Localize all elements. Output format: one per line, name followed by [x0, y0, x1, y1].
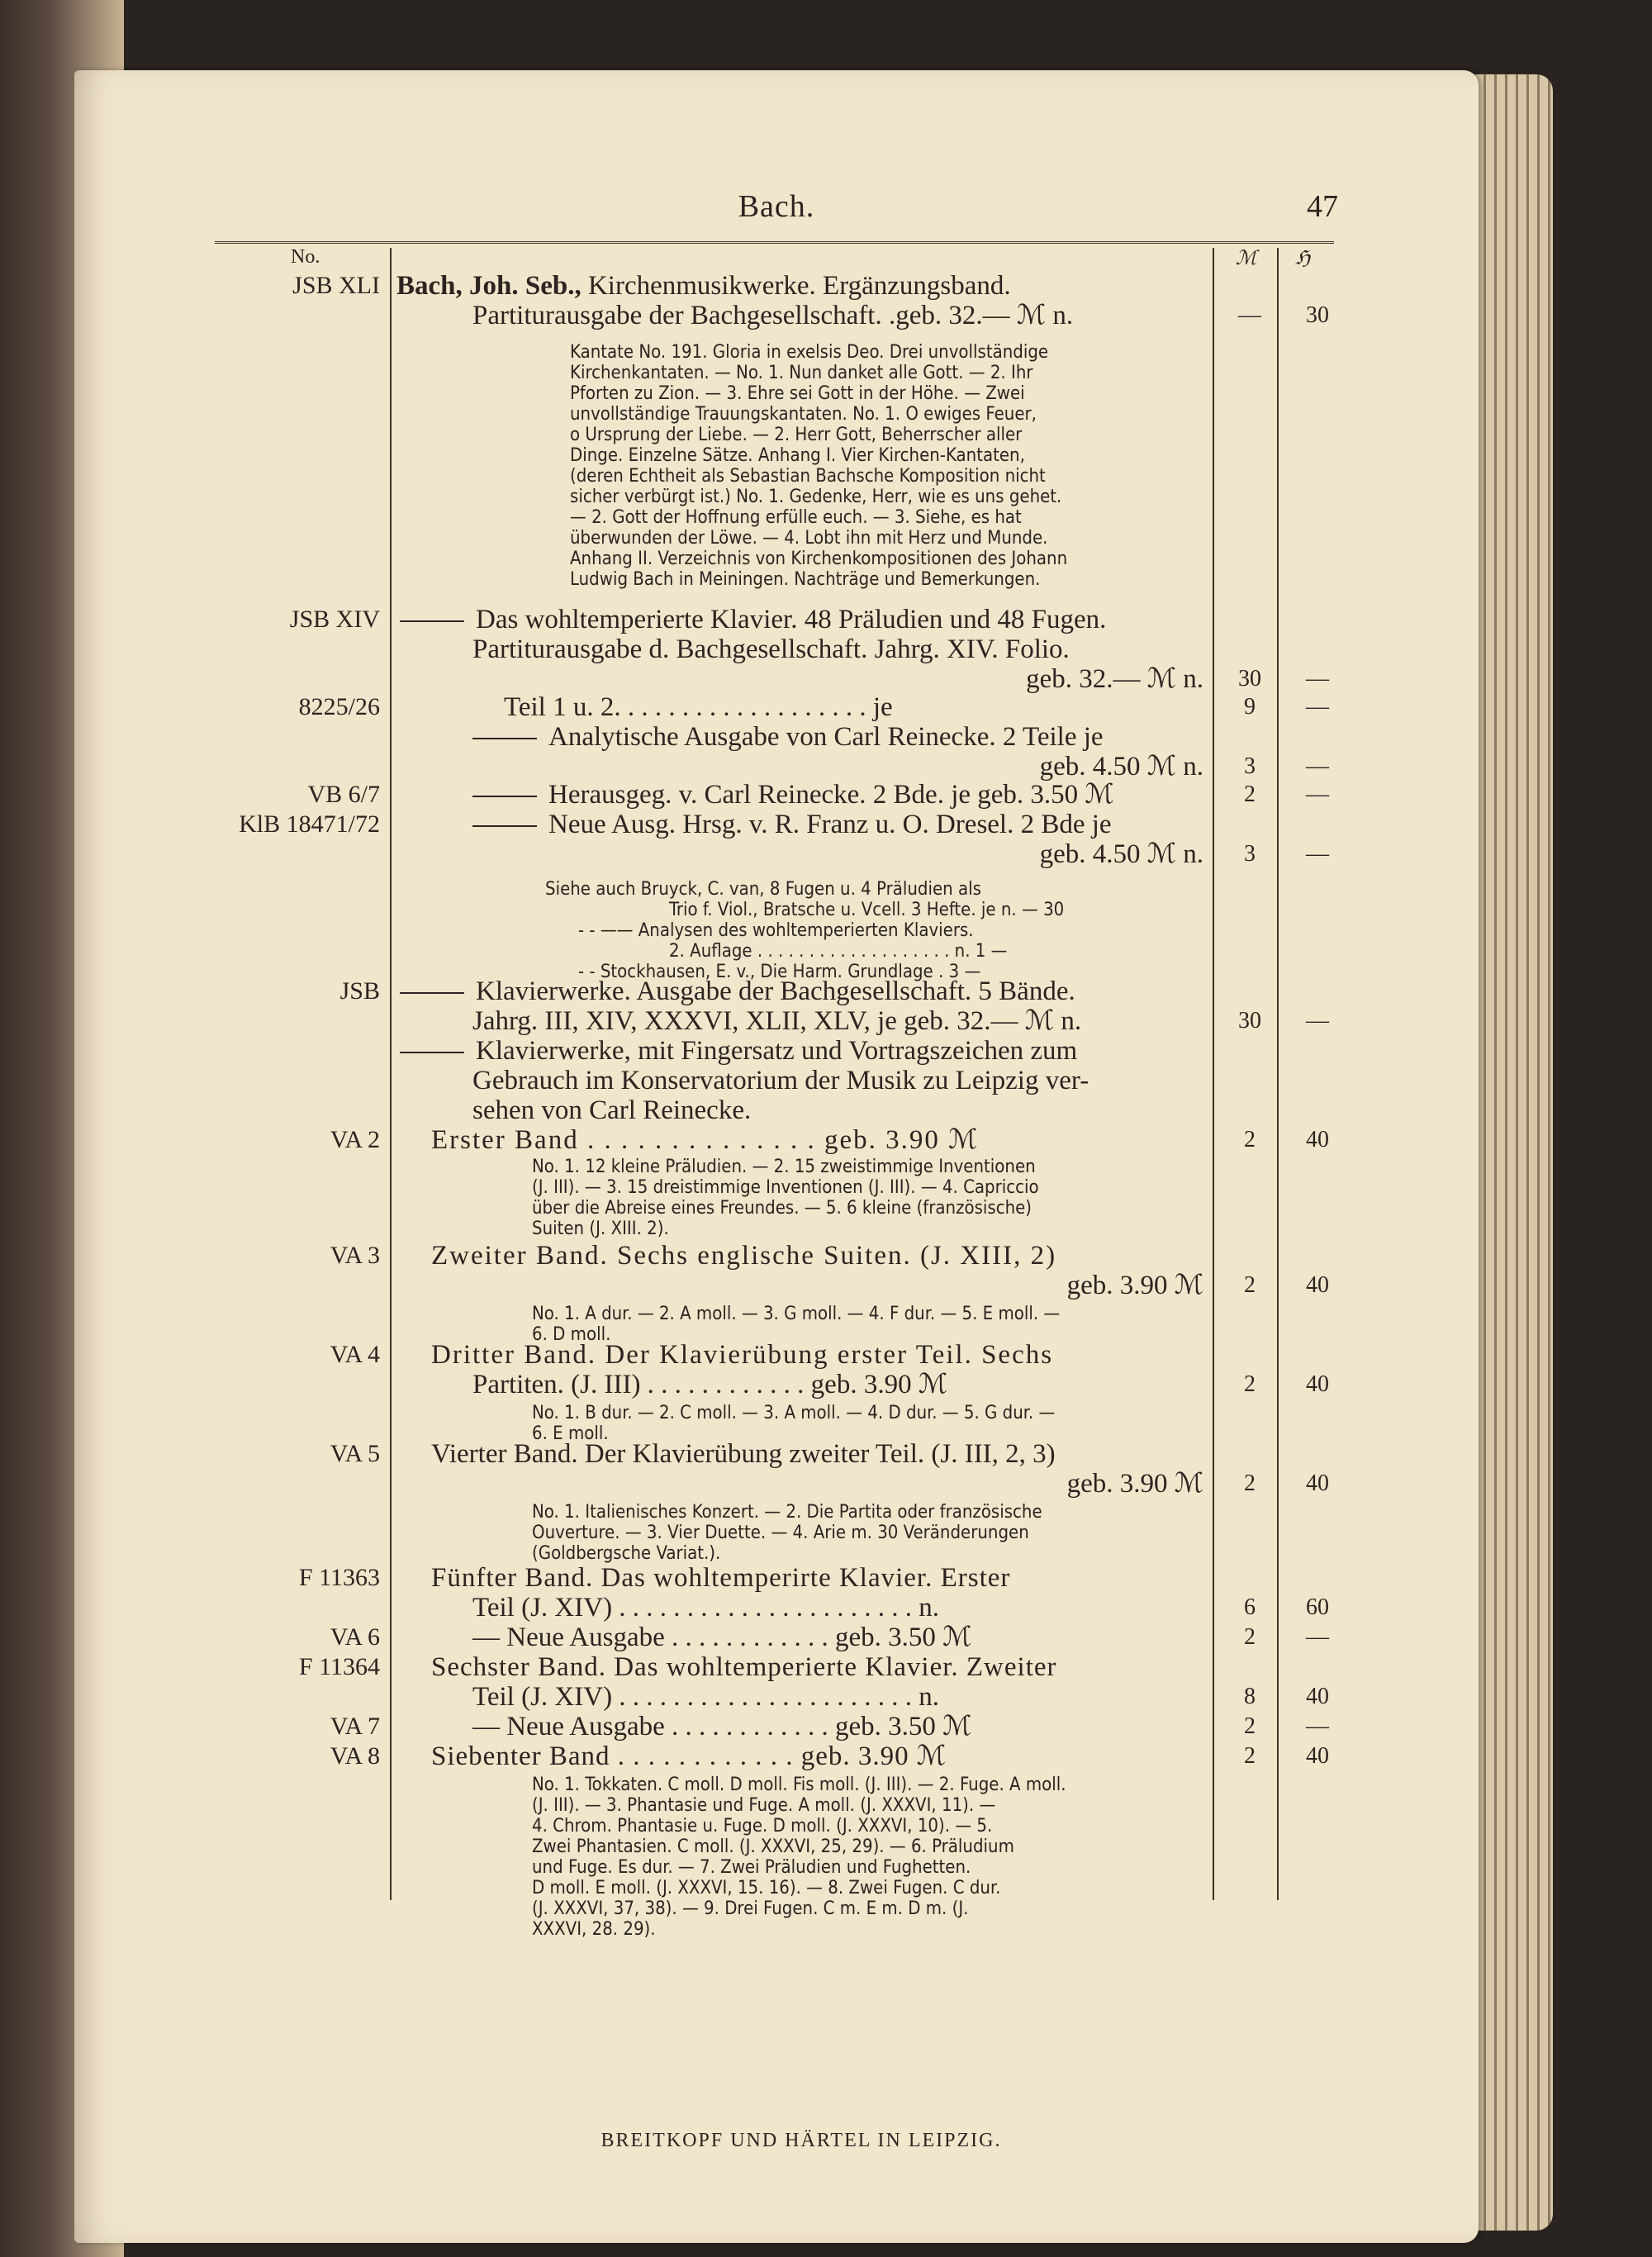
- entry-title-line: [472, 810, 1208, 839]
- entry-title-line: [396, 271, 1206, 301]
- price-pf: 40: [1306, 1743, 1329, 1769]
- note-line: Suiten (J. XIII. 2).: [532, 1219, 669, 1239]
- entry-title: Teil 1 u. 2. . . . . . . . . . . . . . . . . . . je: [504, 692, 893, 722]
- composer-name: Bach, Joh. Seb.,: [396, 271, 582, 301]
- price-pf: 40: [1306, 1684, 1329, 1709]
- entry-title-line: [472, 722, 1208, 752]
- entry-title: Das wohltemperierte Klavier. 48 Präludien und 48 Fugen.: [476, 605, 1107, 634]
- entry-title: Neue Ausg. Hrsg. v. R. Franz u. O. Dresel. 2 Bde je: [548, 810, 1112, 839]
- price-mark: 30: [1238, 1008, 1261, 1033]
- contents-note: [570, 342, 1206, 590]
- contents-note: [532, 1502, 1209, 1564]
- entry-number: VA 5: [330, 1440, 380, 1467]
- entry-number: JSB XIV: [289, 606, 380, 633]
- note-line: D moll. E moll. (J. XXXVI, 15. 16). — 8. Zwei Fugen. C dur.: [532, 1878, 1001, 1898]
- note-line: o Ursprung der Liebe. — 2. Herr Gott, Beherrscher aller: [570, 425, 1023, 445]
- entry-line-2: Gebrauch im Konservatorium der Musik zu Leipzig ver-: [472, 1066, 1089, 1095]
- entry-title: — Neue Ausgabe . . . . . . . . . . . . geb. 3.50 ℳ: [472, 1712, 972, 1741]
- page-header: [215, 188, 1338, 230]
- price-pf: —: [1306, 694, 1329, 720]
- column-header-no: No.: [291, 246, 320, 268]
- entry-line-2: Teil (J. XIV) . . . . . . . . . . . . . . . . . . . . . . n.: [472, 1682, 940, 1712]
- column-rule-mark: [1213, 248, 1214, 1900]
- price-pf: —: [1306, 1713, 1329, 1739]
- entry-number: VA 6: [330, 1623, 380, 1651]
- entry-title: Erster Band . . . . . . . . . . . . . . geb. 3.90 ℳ: [431, 1125, 980, 1155]
- note-line: No. 1. Italienisches Konzert. — 2. Die Partita oder französische: [532, 1502, 1042, 1523]
- price-mark: 2: [1244, 1471, 1256, 1496]
- entry-title-line: [400, 605, 1209, 634]
- note-line: No. 1. A dur. — 2. A moll. — 3. G moll. — 4. F dur. — 5. E moll. —: [532, 1304, 1061, 1324]
- price-pf: —: [1306, 841, 1329, 867]
- entry-line-2: Jahrg. III, XIV, XXXVI, XLII, XLV, je geb. 32.— ℳ n.: [472, 1006, 1082, 1036]
- ditto-dash: [400, 1052, 464, 1053]
- entry-title: Siebenter Band . . . . . . . . . . . . geb. 3.90 ℳ: [431, 1741, 947, 1771]
- note-line: Kantate No. 191. Gloria in exelsis Deo. Drei unvollständige: [570, 342, 1049, 363]
- entry-line-2: Partiten. (J. III) . . . . . . . . . . . . geb. 3.90 ℳ: [472, 1370, 948, 1399]
- running-title: Bach.: [738, 189, 815, 224]
- note-line: No. 1. Tokkaten. C moll. D moll. Fis moll. (J. III). — 2. Fuge. A moll.: [532, 1775, 1066, 1795]
- price-mark: 30: [1238, 666, 1261, 691]
- price-mark: 2: [1244, 1624, 1256, 1650]
- entry-title-line: [400, 976, 1209, 1006]
- note-line: 2. Auflage . . . . . . . . . . . . . . . . . . . n. 1 —: [669, 941, 1008, 962]
- note-line: und Fuge. Es dur. — 7. Zwei Präludien und Fughetten.: [532, 1857, 971, 1878]
- note-line: Trio f. Viol., Bratsche u. Vcell. 3 Hefte. je n. — 30: [669, 900, 1065, 920]
- entry-line-2: Partiturausgabe d. Bachgesellschaft. Jahrg. XIV. Folio.: [472, 634, 1070, 664]
- note-line: (Goldbergsche Variat.).: [532, 1543, 721, 1564]
- entry-title: Zweiter Band. Sechs englische Suiten. (J. XIII, 2): [431, 1241, 1057, 1271]
- note-line: 6. E moll.: [532, 1423, 609, 1444]
- note-line: (deren Echtheit als Sebastian Bachsche Komposition nicht: [570, 466, 1046, 487]
- contents-note: [532, 1775, 1209, 1940]
- publisher-footer: BREITKOPF UND HÄRTEL IN LEIPZIG.: [601, 2130, 1002, 2151]
- entry-title: Vierter Band. Der Klavierübung zweiter Teil. (J. III, 2, 3): [431, 1439, 1056, 1469]
- price-pf: 60: [1306, 1594, 1329, 1620]
- price-mark: 3: [1244, 753, 1256, 779]
- entry-line-3: geb. 32.— ℳ n.: [1026, 664, 1203, 694]
- column-header-pf: ℌ: [1295, 248, 1311, 269]
- ditto-dash: [400, 992, 464, 994]
- note-line: Dinge. Einzelne Sätze. Anhang I. Vier Kirchen-Kantaten,: [570, 445, 1025, 466]
- price-pf: —: [1306, 753, 1329, 779]
- entry-title-line: [400, 1036, 1209, 1066]
- note-line: Ludwig Bach in Meiningen. Nachträge und Bemerkungen.: [570, 569, 1041, 590]
- header-rule: [215, 241, 1334, 244]
- entry-number: JSB XLI: [292, 272, 380, 299]
- note-line: (J. III). — 3. 15 dreistimmige Inventionen (J. III). — 4. Capriccio: [532, 1177, 1039, 1198]
- entry-number: VA 2: [330, 1126, 380, 1153]
- entry-title: Klavierwerke, mit Fingersatz und Vortragszeichen zum: [476, 1036, 1078, 1066]
- contents-note: [532, 1403, 1209, 1444]
- entry-title: Klavierwerke. Ausgabe der Bachgesellschaft. 5 Bände.: [476, 976, 1075, 1006]
- price-pf: 40: [1306, 1127, 1329, 1152]
- price-pf: 40: [1306, 1471, 1329, 1496]
- column-rule-number: [390, 248, 392, 1900]
- note-line: Ouverture. — 3. Vier Duette. — 4. Arie m. 30 Veränderungen: [532, 1523, 1029, 1543]
- entry-number: F 11364: [298, 1653, 380, 1680]
- price-mark: 2: [1244, 1371, 1256, 1397]
- note-line: No. 1. 12 kleine Präludien. — 2. 15 zweistimmige Inventionen: [532, 1157, 1036, 1177]
- entry-line-2: Teil (J. XIV) . . . . . . . . . . . . . . . . . . . . . . n.: [472, 1593, 940, 1623]
- column-rule-pf: [1277, 248, 1279, 1900]
- column-header-mark: ℳ: [1236, 248, 1257, 269]
- price-pf: —: [1306, 666, 1329, 691]
- note-line: XXXVI, 28. 29).: [532, 1919, 656, 1940]
- price-pf: 30: [1306, 302, 1329, 328]
- cross-reference-note: [545, 879, 1206, 982]
- note-line: sicher verbürgt ist.) No. 1. Gedenke, Herr, wie es uns gehet.: [570, 487, 1062, 507]
- entry-number: VB 6/7: [307, 781, 380, 808]
- page-number: 47: [1307, 189, 1338, 224]
- contents-note: [532, 1304, 1209, 1345]
- note-line: - - —— Analysen des wohltemperierten Klaviers.: [578, 920, 974, 941]
- entry-title: Analytische Ausgabe von Carl Reinecke. 2 Teile je: [548, 722, 1104, 752]
- note-line: überwunden der Löwe. — 4. Lobt ihn mit Herz und Munde.: [570, 528, 1048, 549]
- price-pf: —: [1306, 1624, 1329, 1650]
- entry-line-2: geb. 3.90 ℳ: [1066, 1271, 1203, 1300]
- entry-title: Herausgeg. v. Carl Reinecke. 2 Bde. je geb. 3.50 ℳ: [548, 780, 1114, 810]
- entry-line-2: Partiturausgabe der Bachgesellschaft. .geb. 32.— ℳ n.: [472, 301, 1074, 330]
- price-mark: 2: [1244, 782, 1256, 807]
- price-pf: —: [1306, 1008, 1329, 1033]
- entry-line-2: geb. 4.50 ℳ n.: [1039, 839, 1203, 869]
- entry-number: 8225/26: [298, 693, 380, 720]
- ditto-dash: [472, 825, 537, 827]
- price-mark: —: [1238, 302, 1261, 328]
- ditto-dash: [472, 738, 537, 739]
- price-mark: 6: [1244, 1594, 1256, 1620]
- note-line: (J. III). — 3. Phantasie und Fuge. A moll. (J. XXXVI, 11). —: [532, 1795, 996, 1816]
- entry-title: Kirchenmusikwerke. Ergänzungsband.: [581, 271, 1011, 301]
- entry-title: Sechster Band. Das wohltemperierte Klavier. Zweiter: [431, 1652, 1057, 1682]
- contents-note: [532, 1157, 1209, 1239]
- note-line: (J. XXXVI, 37, 38). — 9. Drei Fugen. C m. E m. D m. (J.: [532, 1898, 969, 1919]
- note-line: Zwei Phantasien. C moll. (J. XXXVI, 25, 29). — 6. Präludium: [532, 1836, 1014, 1857]
- entry-title: — Neue Ausgabe . . . . . . . . . . . . geb. 3.50 ℳ: [472, 1623, 972, 1652]
- price-mark: 3: [1244, 841, 1256, 867]
- entry-number: JSB: [339, 977, 380, 1005]
- entry-number: F 11363: [298, 1564, 380, 1591]
- note-line: 4. Chrom. Phantasie u. Fuge. D moll. (J. XXXVI, 10). — 5.: [532, 1816, 993, 1836]
- entry-number: VA 8: [330, 1742, 380, 1770]
- note-line: Pforten zu Zion. — 3. Ehre sei Gott in der Höhe. — Zwei: [570, 383, 1025, 404]
- price-pf: 40: [1306, 1272, 1329, 1298]
- price-mark: 2: [1244, 1713, 1256, 1739]
- note-line: Siehe auch Bruyck, C. van, 8 Fugen u. 4 Präludien als: [545, 879, 981, 900]
- entry-number: VA 7: [330, 1713, 380, 1740]
- price-mark: 2: [1244, 1272, 1256, 1298]
- price-mark: 8: [1244, 1684, 1256, 1709]
- price-mark: 2: [1244, 1743, 1256, 1769]
- note-line: Kirchenkantaten. — No. 1. Nun danket alle Gott. — 2. Ihr: [570, 363, 1033, 383]
- note-line: — 2. Gott der Hoffnung erfülle euch. — 3. Siehe, es hat: [570, 507, 1022, 528]
- entry-line-2: geb. 3.90 ℳ: [1066, 1469, 1203, 1499]
- note-line: unvollständige Trauungskantaten. No. 1. O ewiges Feuer,: [570, 404, 1037, 425]
- entry-line-2: geb. 4.50 ℳ n.: [1039, 752, 1203, 782]
- entry-number: VA 3: [330, 1242, 380, 1269]
- entry-number: KlB 18471/72: [239, 810, 380, 838]
- price-pf: 40: [1306, 1371, 1329, 1397]
- entry-number: VA 4: [330, 1341, 380, 1368]
- ditto-dash: [472, 796, 537, 797]
- note-line: 6. D moll.: [532, 1324, 611, 1345]
- note-line: über die Abreise eines Freundes. — 5. 6 kleine (französische): [532, 1198, 1032, 1219]
- price-mark: 9: [1244, 694, 1256, 720]
- note-line: - - Stockhausen, E. v., Die Harm. Grundlage . 3 —: [578, 962, 981, 982]
- entry-title: Dritter Band. Der Klavierübung erster Teil. Sechs: [431, 1340, 1054, 1370]
- note-line: No. 1. B dur. — 2. C moll. — 3. A moll. — 4. D dur. — 5. G dur. —: [532, 1403, 1056, 1423]
- entry-title-line: [472, 780, 1208, 810]
- note-line: Anhang II. Verzeichnis von Kirchenkompositionen des Johann: [570, 549, 1068, 569]
- price-pf: —: [1306, 782, 1329, 807]
- ditto-dash: [400, 620, 464, 622]
- price-mark: 2: [1244, 1127, 1256, 1152]
- entry-line-3: sehen von Carl Reinecke.: [472, 1095, 752, 1125]
- entry-title: Fünfter Band. Das wohltemperirte Klavier. Erster: [431, 1563, 1011, 1593]
